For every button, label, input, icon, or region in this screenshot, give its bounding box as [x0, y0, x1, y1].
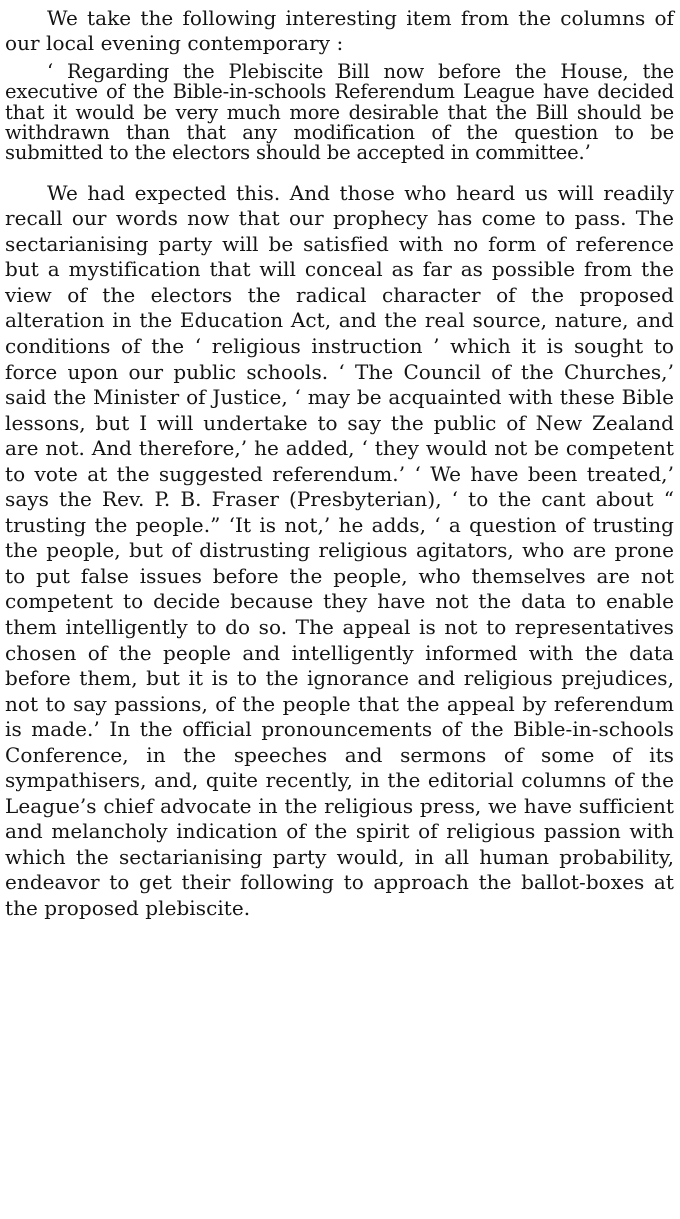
- quoted-paragraph: ‘ Regarding the Plebiscite Bill now before the House, the executive of the Bible-in-schools Referendum League have decided that it would be very much more desirable that the Bill should be withdrawn than that any modification of the question to be submitted to the electors should be accepted in committee.’: [5, 60, 674, 165]
- intro-paragraph: We take the following interesting item from the columns of our local evening contemporary :: [5, 6, 674, 55]
- body-paragraph: We had expected this. And those who heard us will readily recall our words now that our prophecy has come to pass. The sectarianising party will be satisfied with no form of reference but a mystification that will conceal as far as possible from the view of the electors the radical character of the proposed alteration in the Education Act, and the real source, nature, and conditions of the ‘ religious instruction ’ which it is sought to force upon our public schools. ‘ The Council of the Churches,’ said the Minister of Justice, ‘ may be acquainted with these Bible lessons, but I will undertake to say the public of New Zealand are not. And therefore,’ he added, ‘ they would not be competent to vote at the suggested referendum.’ ‘ We have been treated,’ says the Rev. P. B. Fraser (Presbyterian), ‘ to the cant about “ trusting the people.” ‘It is not,’ he adds, ‘ a question of trusting the people, but of distrusting religious agitators, who are prone to put false issues before the people, who themselves are not competent to decide because they have not the data to enable them intelligently to do so. The appeal is not to representatives chosen of the people and intelligently informed with the data before them, but it is to the ignorance and religious prejudices, not to say passions, of the people that the appeal by referendum is made.’ In the official pronouncements of the Bible-in-schools Conference, in the speeches and sermons of some of its sympathisers, and, quite recently, in the editorial columns of the League’s chief advocate in the religious press, we have sufficient and melancholy indication of the spirit of religious passion with which the sectarianising party would, in all human probability, endeavor to get their following to approach the ballot-boxes at the proposed plebiscite.: [5, 180, 674, 920]
